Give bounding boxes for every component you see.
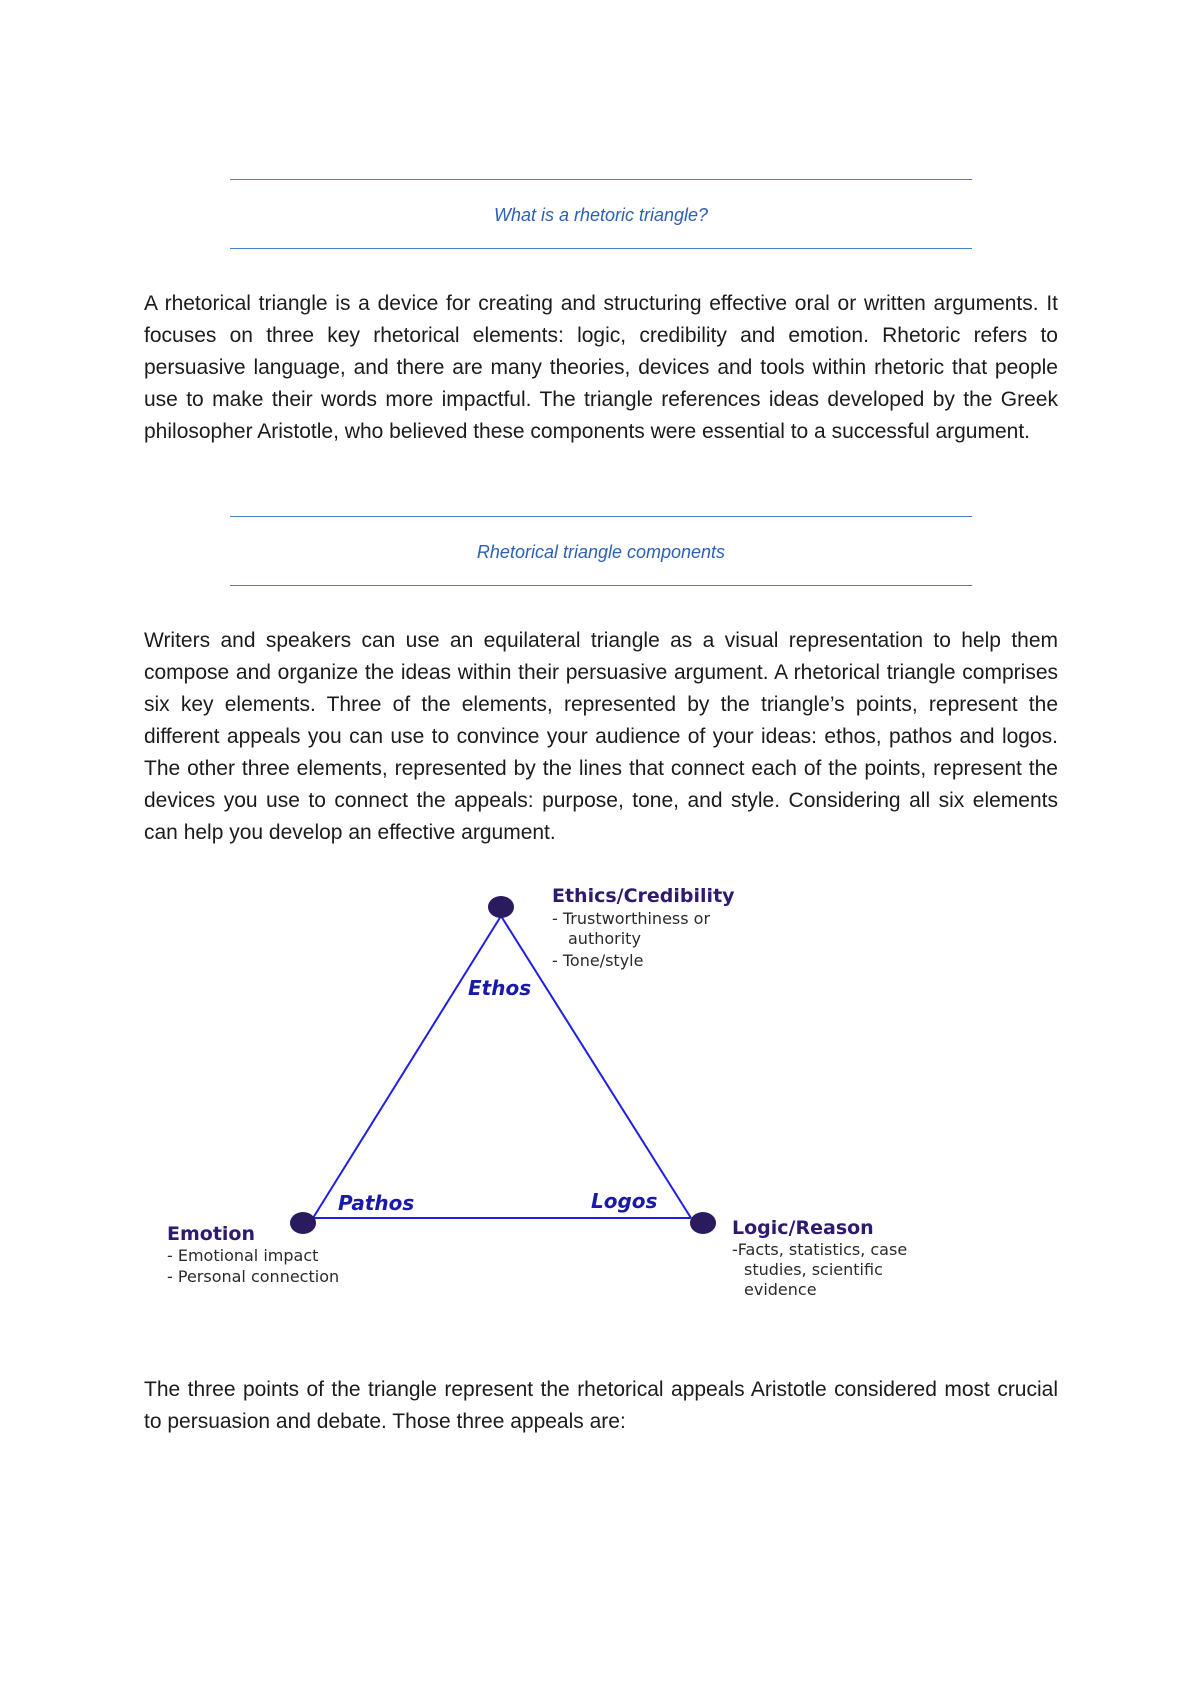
pathos-node	[290, 1212, 316, 1234]
pathos-line2: - Personal connection	[167, 1267, 340, 1286]
ethos-line3: - Tone/style	[552, 951, 644, 970]
pathos-title: Emotion	[167, 1223, 256, 1245]
ethos-title: Ethics/Credibility	[552, 885, 735, 907]
components-paragraph: Writers and speakers can use an equilateral triangle as a visual representation to help them compose and organize the ideas within their persuasive argument. A rhetorical triangle comprises six key elements. Three of the elements, represented by the triangle’s points, represent the different appeals you can use to convince your audience of your ideas: ethos, pathos and logos. The other three elements, represented by the lines that connect each of the points, represent the devices you use to connect the appeals: purpose, tone, and style. Considering all six elements can help you develop an effective argument.	[144, 629, 1058, 844]
ethos-node	[488, 896, 514, 918]
heading-rule-top-1	[230, 179, 972, 180]
rhetorical-triangle-diagram	[150, 880, 950, 1300]
pathos-line1: - Emotional impact	[167, 1246, 319, 1265]
logos-title: Logic/Reason	[732, 1217, 874, 1239]
logos-line2: studies, scientific	[744, 1260, 883, 1279]
logos-line1: -Facts, statistics, case	[732, 1240, 908, 1259]
heading-rule-bottom-1	[230, 248, 972, 249]
section-heading-what-is: What is a rhetoric triangle?	[493, 205, 709, 225]
pathos-appeal-label: Pathos	[338, 1191, 415, 1215]
ethos-line2: authority	[568, 929, 641, 948]
logos-line3: evidence	[744, 1280, 817, 1299]
heading-rule-bottom-2	[230, 585, 972, 586]
ethos-appeal-label: Ethos	[468, 976, 532, 1000]
edge-ethos-pathos	[313, 916, 501, 1218]
logos-node	[690, 1212, 716, 1234]
ethos-line1: - Trustworthiness or	[552, 909, 711, 928]
logos-appeal-label: Logos	[591, 1189, 658, 1213]
intro-paragraph: A rhetorical triangle is a device for creating and structuring effective oral or written arguments. It focuses on three key rhetorical elements: logic, credibility and emotion. Rhetoric refers to persuasive language, and there are many theories, devices and tools within rhetoric that people use to make their words more impactful. The triangle references ideas developed by the Greek philosopher Aristotle, who believed these components were essential to a successful argument.	[144, 292, 1058, 443]
closing-paragraph: The three points of the triangle represent the rhetorical appeals Aristotle considered most crucial to persuasion and debate. Those three appeals are:	[144, 1378, 1058, 1433]
heading-rule-top-2	[230, 516, 972, 517]
section-heading-components: Rhetorical triangle components	[476, 542, 726, 562]
